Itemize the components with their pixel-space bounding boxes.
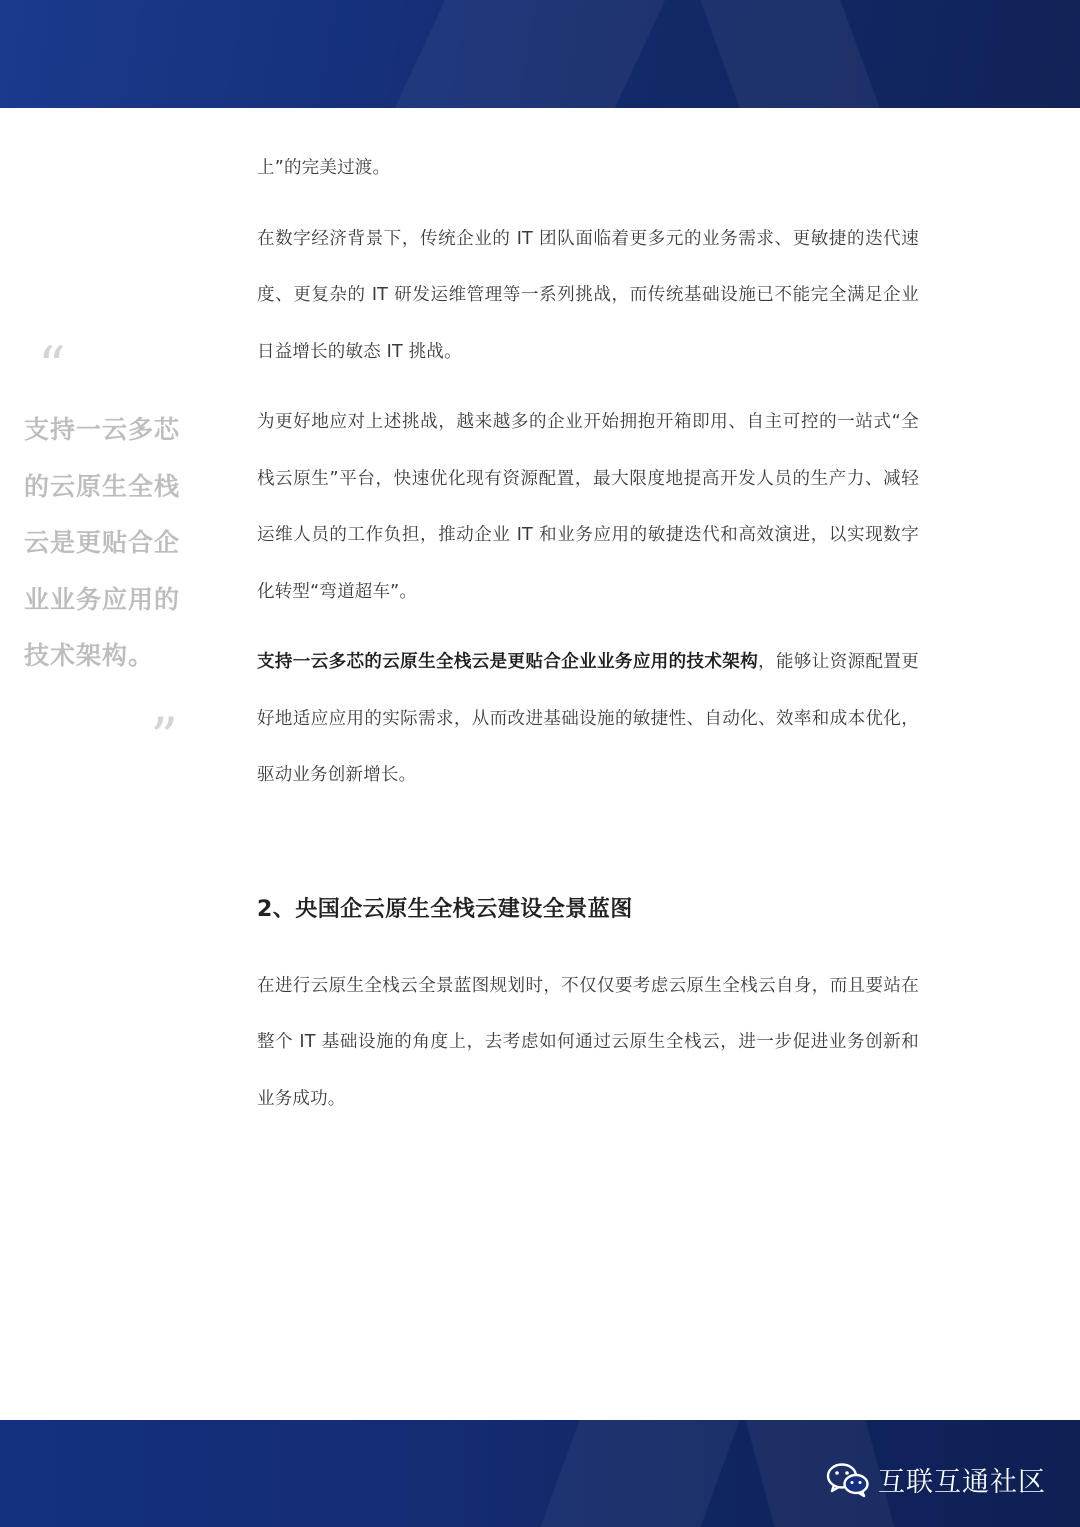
paragraph-architecture-bold: 支持一云多芯的云原生全栈云是更贴合企业业务应用的技术架构 [257, 652, 759, 672]
article-body [257, 140, 919, 1141]
paragraph-continuation: 上”的完美过渡。 [257, 158, 391, 178]
pull-quote [24, 335, 194, 769]
banner-facet [395, 0, 665, 108]
brand-name: 互联互通社区 [878, 1467, 1046, 1498]
paragraph-blueprint: 在进行云原生全栈云全景蓝图规划时，不仅仅要考虑云原生全栈云自身，而且要站在整个 IT 基础设施的角度上，去考虑如何通过云原生全栈云，进一步促进业务创新和业务成功。 [257, 975, 919, 1109]
top-banner [0, 0, 1080, 108]
section-heading: 2、央国企云原生全栈云建设全景蓝图 [257, 896, 633, 922]
pull-quote-text: 支持一云多芯的云原生全栈云是更贴合企业业务应用的技术架构。 [24, 415, 181, 670]
banner-facet [541, 1420, 740, 1527]
paragraph-architecture-rest: ，能够让资源配置更好地适应应用的实际需求，从而改进基础设施的敏捷性、自动化、效率和成本优化，驱动业务创新增长。 [257, 652, 919, 785]
close-quote-icon: ” [150, 705, 178, 769]
paragraph-architecture [257, 634, 919, 804]
wechat-icon [826, 1462, 870, 1498]
paragraph-challenges: 为更好地应对上述挑战，越来越多的企业开始拥抱开箱即用、自主可控的一站式“全栈云原生”平台，快速优化现有资源配置，最大限度地提高开发人员的生产力、减轻运维人员的工作负担，推动企业 IT 和业务应用的敏捷迭代和高效演进，以实现数字化转型“弯道超车”。 [257, 412, 919, 602]
banner-facet [700, 0, 879, 108]
open-quote-icon: “ [38, 335, 66, 398]
brand-watermark [826, 1460, 1046, 1499]
paragraph-background: 在数字经济背景下，传统企业的 IT 团队面临着更多元的业务需求、更敏捷的迭代速度、更复杂的 IT 研发运维管理等一系列挑战，而传统基础设施已不能完全满足企业日益增长的敏态 IT 挑战。 [257, 228, 919, 362]
